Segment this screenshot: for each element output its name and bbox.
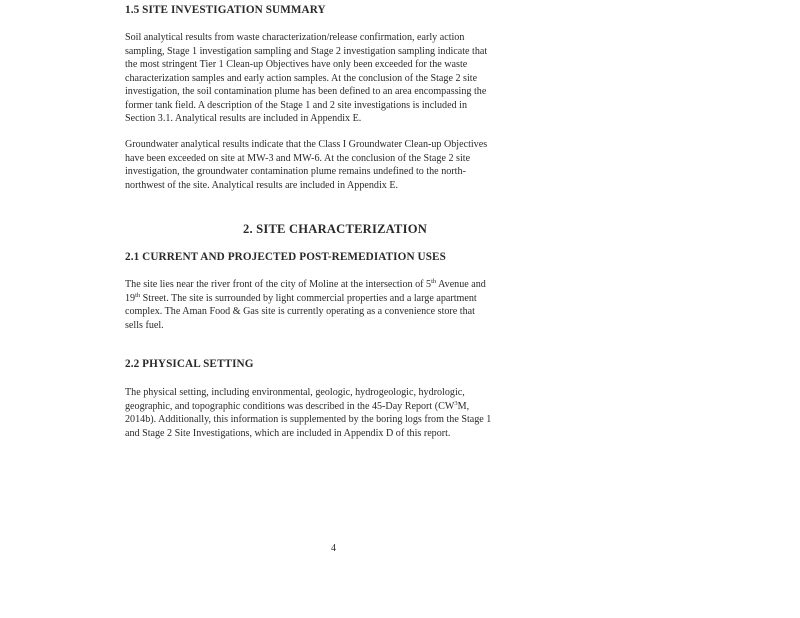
text-fragment: Street. The site is surrounded by light commercial properties and a large apartment	[140, 292, 477, 304]
text-line: Groundwater analytical results indicate that the Class I Groundwater Clean-up Objectives	[125, 139, 488, 150]
ordinal-suffix: th	[431, 278, 437, 285]
text-fragment: 19	[125, 292, 136, 304]
text-line: sells fuel.	[125, 319, 164, 331]
text-line: northwest of the site. Analytical results are included in Appendix E.	[125, 179, 399, 191]
section-heading-1-5: 1.5 SITE INVESTIGATION SUMMARY	[125, 4, 326, 16]
text-line	[125, 292, 545, 306]
text-fragment: Avenue and	[436, 279, 486, 290]
paragraph-current-uses	[125, 278, 545, 332]
text-line: have been exceeded on site at MW-3 and MW-6. At the conclusion of the Stage 2 site	[125, 152, 471, 164]
text-line: Section 3.1. Analytical results are included in Appendix E.	[125, 113, 362, 124]
text-line: investigation, the groundwater contamination plume remains undefined to the north-	[125, 166, 466, 177]
text-line: Soil analytical results from waste characterization/release confirmation, early action	[125, 32, 465, 43]
text-line: characterization samples and early action samples. At the conclusion of the Stage 2 site	[125, 72, 478, 84]
text-fragment: geographic, and topographic conditions was described in the 45-Day Report (CW	[125, 400, 455, 412]
text-line: sampling, Stage 1 investigation sampling and Stage 2 investigation sampling indicate that	[125, 45, 488, 57]
text-line: complex. The Aman Food & Gas site is currently operating as a convenience store that	[125, 306, 475, 317]
text-line	[125, 400, 545, 414]
text-line: the most stringent Tier 1 Clean-up Objectives have only been exceeded for the waste	[125, 59, 468, 70]
ordinal-suffix: th	[135, 291, 141, 299]
text-line: investigation, the soil contamination plume has been defined to an area encompassing the	[125, 86, 487, 97]
text-line: and Stage 2 Site Investigations, which are included in Appendix D of this report.	[125, 427, 451, 439]
paragraph-groundwater-results	[125, 138, 545, 192]
text-fragment: The site lies near the river front of the city of Moline at the intersection of 5	[125, 279, 432, 290]
text-line	[125, 278, 545, 292]
text-line: 2014b). Additionally, this information is supplemented by the boring logs from the Stage 1	[125, 414, 492, 425]
section-heading-2-1: 2.1 CURRENT AND PROJECTED POST-REMEDIATION USES	[125, 251, 446, 263]
paragraph-soil-results	[125, 31, 545, 126]
chapter-title-site-characterization: 2. SITE CHARACTERIZATION	[242, 222, 428, 236]
text-line: former tank field. A description of the Stage 1 and 2 site investigations is included in	[125, 99, 467, 111]
text-fragment: M,	[457, 400, 470, 412]
superscript: 3	[454, 399, 458, 407]
section-heading-2-2: 2.2 PHYSICAL SETTING	[125, 358, 254, 370]
text-line: The physical setting, including environmental, geologic, hydrogeologic, hydrologic,	[125, 387, 465, 398]
paragraph-physical-setting	[125, 386, 545, 440]
page-number: 4	[331, 543, 336, 554]
